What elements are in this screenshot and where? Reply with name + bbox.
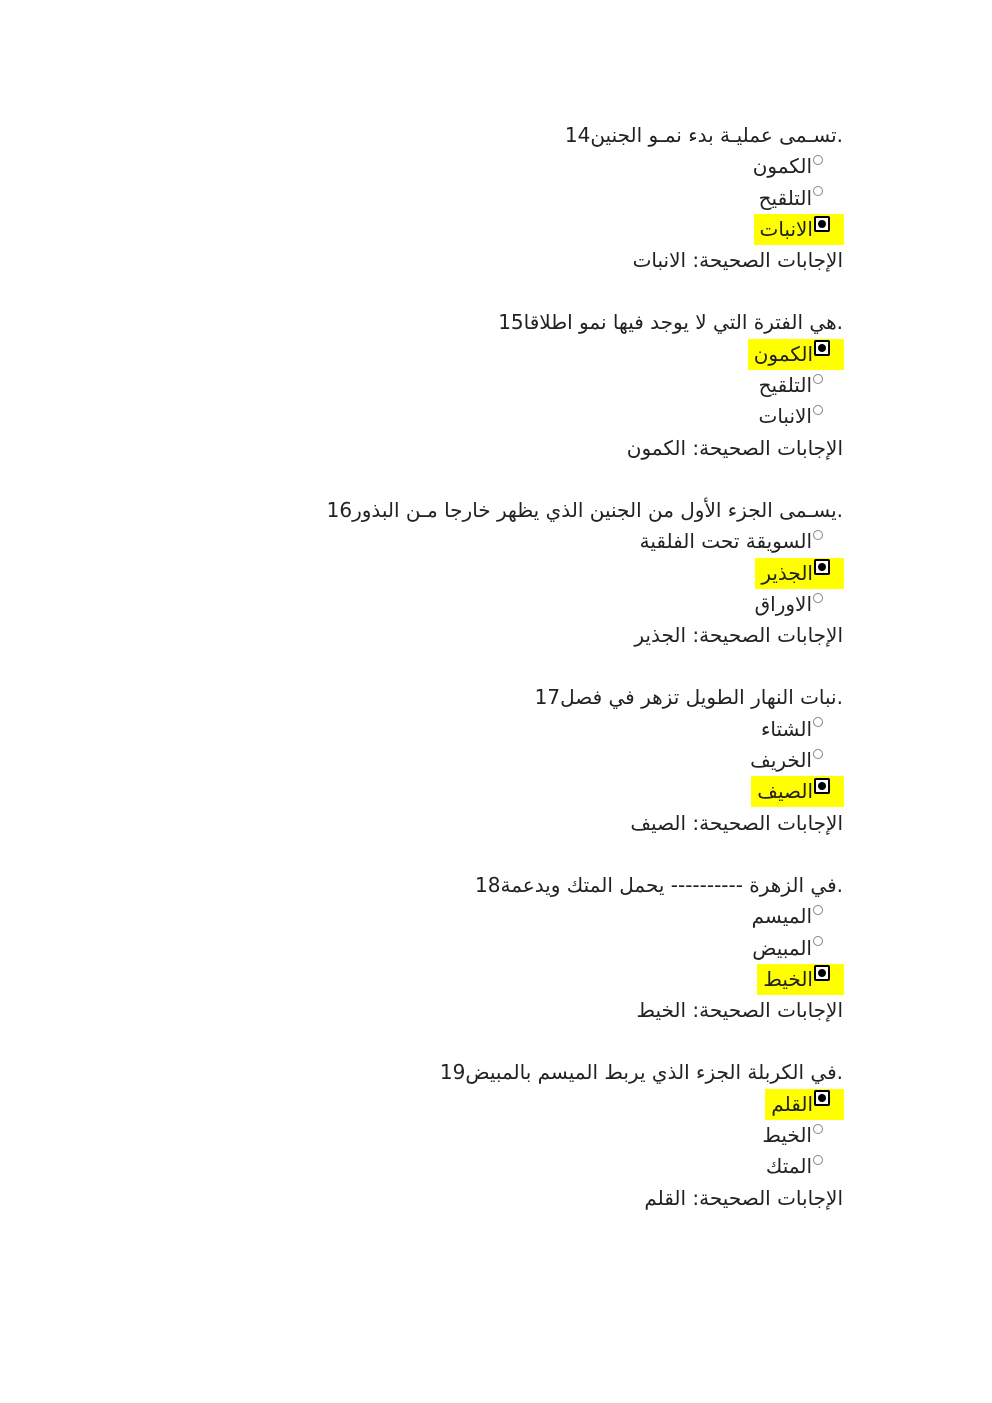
answer-option[interactable]	[0, 964, 843, 995]
question-label: نبات النهار الطويل تزهر في فصل	[560, 685, 837, 710]
answer-option-content	[766, 1151, 843, 1182]
answer-option[interactable]	[0, 526, 843, 557]
quiz-page	[0, 120, 843, 1245]
correct-answer-label: الإجابات الصحيحة:	[692, 1185, 843, 1210]
answer-option[interactable]	[0, 745, 843, 776]
question-block	[0, 870, 843, 1026]
correct-answer	[0, 245, 843, 276]
answer-option-label: الاوراق	[754, 591, 812, 616]
answer-option-label: الجذير	[761, 560, 813, 585]
answer-option[interactable]	[0, 339, 843, 370]
answer-option[interactable]	[0, 1151, 843, 1182]
answer-option-label: التلقيح	[758, 373, 812, 398]
question-block	[0, 495, 843, 651]
answer-option-content	[751, 776, 844, 807]
answer-option-label: القلم	[771, 1091, 813, 1116]
radio-unchecked-icon[interactable]	[813, 936, 823, 946]
radio-unchecked-icon[interactable]	[813, 405, 823, 415]
radio-checked-icon[interactable]	[814, 216, 830, 232]
answer-option[interactable]	[0, 1120, 843, 1151]
question-text	[0, 870, 843, 901]
radio-checked-icon[interactable]	[814, 1090, 830, 1106]
answer-option[interactable]	[0, 558, 843, 589]
correct-answer-value: الانبات	[632, 248, 687, 273]
correct-answer	[0, 1183, 843, 1214]
answer-option[interactable]	[0, 933, 843, 964]
radio-unchecked-icon[interactable]	[813, 593, 823, 603]
answer-option-label: السويقة تحت الفلقية	[639, 529, 812, 554]
question-label: تسـمى عمليـة بدء نمـو الجنين	[590, 123, 837, 147]
correct-answer-value: الخيط	[636, 998, 687, 1023]
answer-option[interactable]	[0, 370, 843, 401]
question-number: 14.	[564, 123, 843, 147]
answer-option[interactable]	[0, 183, 843, 214]
question-block	[0, 307, 843, 463]
answer-option-label: التلقيح	[758, 185, 812, 210]
radio-checked-icon[interactable]	[814, 965, 830, 981]
radio-unchecked-icon[interactable]	[813, 530, 823, 540]
answer-option-content	[754, 214, 845, 245]
answer-option-content	[762, 1120, 843, 1151]
answer-option-content	[761, 714, 843, 745]
answer-option[interactable]	[0, 1089, 843, 1120]
answer-option-content	[755, 589, 843, 620]
question-number: 17.	[534, 685, 843, 710]
correct-answer	[0, 620, 843, 651]
answer-option-content	[757, 964, 844, 995]
answer-option[interactable]	[0, 776, 843, 807]
radio-unchecked-icon[interactable]	[813, 717, 823, 727]
answer-option-label: الميسم	[751, 904, 812, 929]
answer-option-label: الخريف	[750, 748, 812, 773]
answer-option-content	[748, 339, 844, 370]
correct-answer-label: الإجابات الصحيحة:	[692, 623, 843, 648]
correct-answer-label: الإجابات الصحيحة:	[692, 998, 843, 1023]
question-block	[0, 682, 843, 838]
answer-option-content	[759, 402, 844, 433]
radio-checked-icon[interactable]	[814, 559, 830, 575]
answer-option-content	[752, 901, 843, 932]
question-text	[0, 682, 843, 713]
answer-option-label: المبيض	[752, 935, 812, 960]
question-block	[0, 1057, 843, 1213]
radio-checked-icon[interactable]	[814, 778, 830, 794]
correct-answer-label: الإجابات الصحيحة:	[692, 435, 843, 460]
answer-option-label: الانبات	[758, 404, 812, 429]
answer-option[interactable]	[0, 401, 843, 432]
correct-answer-value: الجذير	[634, 623, 687, 648]
correct-answer-value: الصيف	[630, 810, 687, 835]
radio-checked-icon[interactable]	[814, 340, 830, 356]
radio-unchecked-icon[interactable]	[813, 155, 823, 165]
radio-unchecked-icon[interactable]	[813, 905, 823, 915]
question-label: في الزهرة ---------- يحمل المتك ويدعمة	[500, 872, 837, 897]
correct-answer	[0, 433, 843, 464]
radio-unchecked-icon[interactable]	[813, 1155, 823, 1165]
question-text	[0, 307, 843, 338]
radio-unchecked-icon[interactable]	[813, 1124, 823, 1134]
correct-answer-label: الإجابات الصحيحة:	[692, 810, 843, 835]
question-label: هي الفترة التي لا يوجد فيها نمو اطلاقا	[523, 310, 837, 335]
correct-answer	[0, 995, 843, 1026]
correct-answer-value: الكمون	[626, 435, 687, 460]
correct-answer-value: القلم	[644, 1185, 687, 1210]
radio-unchecked-icon[interactable]	[813, 186, 823, 196]
question-label: في الكربلة الجزء الذي يربط الميسم بالمبيض	[465, 1060, 837, 1085]
answer-option-label: الصيف	[757, 779, 813, 804]
answer-option-label: الانبات	[759, 216, 813, 241]
answer-option[interactable]	[0, 714, 843, 745]
answer-option-label: الخيط	[762, 1123, 812, 1148]
correct-answer	[0, 808, 843, 839]
question-number: 18.	[475, 872, 843, 897]
correct-answer-label: الإجابات الصحيحة:	[692, 248, 843, 273]
answer-option-content	[755, 558, 844, 589]
question-number: 19.	[439, 1060, 843, 1085]
answer-option-content	[759, 183, 843, 214]
radio-unchecked-icon[interactable]	[813, 749, 823, 759]
answer-option-content	[752, 933, 843, 964]
answer-option-label: الكمون	[752, 154, 812, 179]
question-label: يسـمى الجزء الأول من الجنين الذي يظهر خارجا مـن البذور	[352, 497, 837, 522]
question-number: 16.	[326, 497, 843, 522]
answer-option-content	[765, 1089, 844, 1120]
question-number: 15.	[498, 310, 843, 335]
question-block	[0, 120, 843, 276]
answer-option-content	[753, 151, 843, 182]
answer-option-content	[640, 526, 843, 557]
answer-option-label: الخيط	[763, 966, 813, 991]
answer-option-label: الشتاء	[760, 716, 812, 741]
answer-option[interactable]	[0, 151, 843, 182]
radio-unchecked-icon[interactable]	[813, 374, 823, 384]
answer-option-content	[750, 745, 843, 776]
answer-option[interactable]	[0, 589, 843, 620]
question-text	[0, 120, 843, 151]
question-text	[0, 1057, 843, 1088]
question-text	[0, 495, 843, 526]
answer-option[interactable]	[0, 901, 843, 932]
answer-option-label: الكمون	[753, 341, 813, 366]
answer-option[interactable]	[0, 214, 843, 245]
answer-option-content	[759, 370, 843, 401]
answer-option-label: المتك	[765, 1154, 812, 1179]
